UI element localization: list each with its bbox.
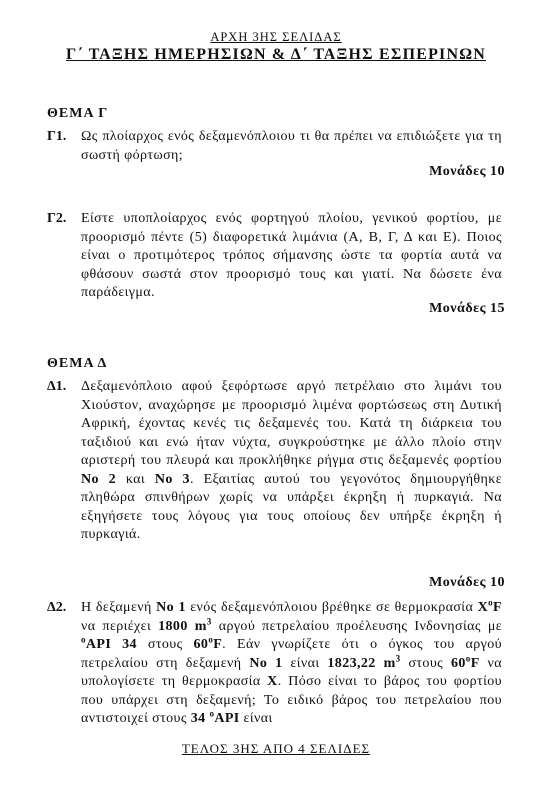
marks-g1: Μονάδες 10 [429, 164, 505, 179]
theme-d-title: ΘΕΜΑ Δ [47, 356, 108, 371]
page-header-main [0, 46, 552, 64]
question-number: Δ2. [47, 600, 67, 615]
page-footer [0, 741, 552, 757]
marks-d1: Μονάδες 10 [429, 575, 505, 590]
tank-no2: Νο 2 [81, 471, 117, 487]
question-text: Δεξαμενόπλοιο αφού ξεφόρτωσε αργό πετρέλαιο στο λιμάνι του Χιούστον, αναχώρησε με προορισμό λιμένα φορτώσεως στη Δυτική Αφρική, έχοντας κενές τις δεξαμενές του. Κατά τη διάρκεια του ταξιδιού και ενώ ήταν νύχτα, συγκρούστηκε με άλλο πλοίο στην αριστερή του πλευρά και προκλήθηκε ρήγμα στις δεξαμενές φορτίου Νο 2 και Νο 3. Εξαιτίας αυτού του γεγονότος δημιουργήθηκε πληθώρα σπινθήρων χωρίς να υπάρξει έκρηξη ή πυρκαγιά. Να εξηγήσετε τους λόγους για τους οποίους δεν υπήρξε έκρηξη ή πυρκαγιά. [81, 379, 502, 542]
tank-no3: Νο 3 [154, 471, 190, 487]
question-text: Η δεξαμενή Νο 1 ενός δεξαμενόπλοιου βρέθηκε σε θερμοκρασία $X^oF$ να περιέχει 1800 $m^3$ αργού πετρελαίου προέλευσης Ινδονησίας με $^o$API 34 στους 60$^o$F. Εάν γνωρίζετε ότι ο όγκος του αργού πετρελαίου στη δεξαμενή Νο 1 είναι 1823,22 $m^3$ στους 60$^o$F να υπολογίσετε τη θερμοκρασία Χ. Πόσο είναι το βάρος του φορτίου που υπάρχει στη δεξαμενή; Το ειδικό βάρος του πετρελαίου που αντιστοιχεί στους 34 $^o$API είναι [81, 597, 503, 726]
header-main-text: Γ΄ ΤΑΞΗΣ ΗΜΕΡΗΣΙΩΝ & Δ΄ ΤΑΞΗΣ ΕΣΠΕΡΙΝΩΝ [65, 46, 487, 63]
theme-g-title: ΘΕΜΑ Γ [47, 106, 109, 121]
question-g1 [47, 128, 502, 165]
question-g2 [47, 210, 502, 303]
header-top-text: ΑΡΧΗ 3ΗΣ ΣΕΛΙΔΑΣ [210, 30, 342, 44]
question-d1 [47, 378, 502, 545]
page-header-top [0, 30, 552, 45]
question-text: Ως πλοίαρχος ενός δεξαμενόπλοιου τι θα πρέπει να επιδιώξετε για τη σωστή φόρτωση; [81, 129, 502, 163]
footer-text: ΤΕΛΟΣ 3ΗΣ ΑΠΟ 4 ΣΕΛΙΔΕΣ [181, 741, 371, 756]
question-number: Γ2. [47, 211, 67, 226]
question-number: Δ1. [47, 379, 67, 394]
question-number: Γ1. [47, 129, 67, 144]
question-d2 [47, 599, 502, 729]
marks-g2: Μονάδες 15 [429, 301, 505, 316]
question-text: Είστε υποπλοίαρχος ενός φορτηγού πλοίου, γενικού φορτίου, με προορισμό πέντε (5) διαφορετικά λιμάνια (Α, Β, Γ, Δ και Ε). Ποιος είναι ο προτιμότερος τρόπος σήμανσης ώστε τα φορτία αυτά να φθάσουν σωστά στον προορισμό τους και γιατί. Να δώσετε ένα παράδειγμα. [81, 211, 502, 300]
